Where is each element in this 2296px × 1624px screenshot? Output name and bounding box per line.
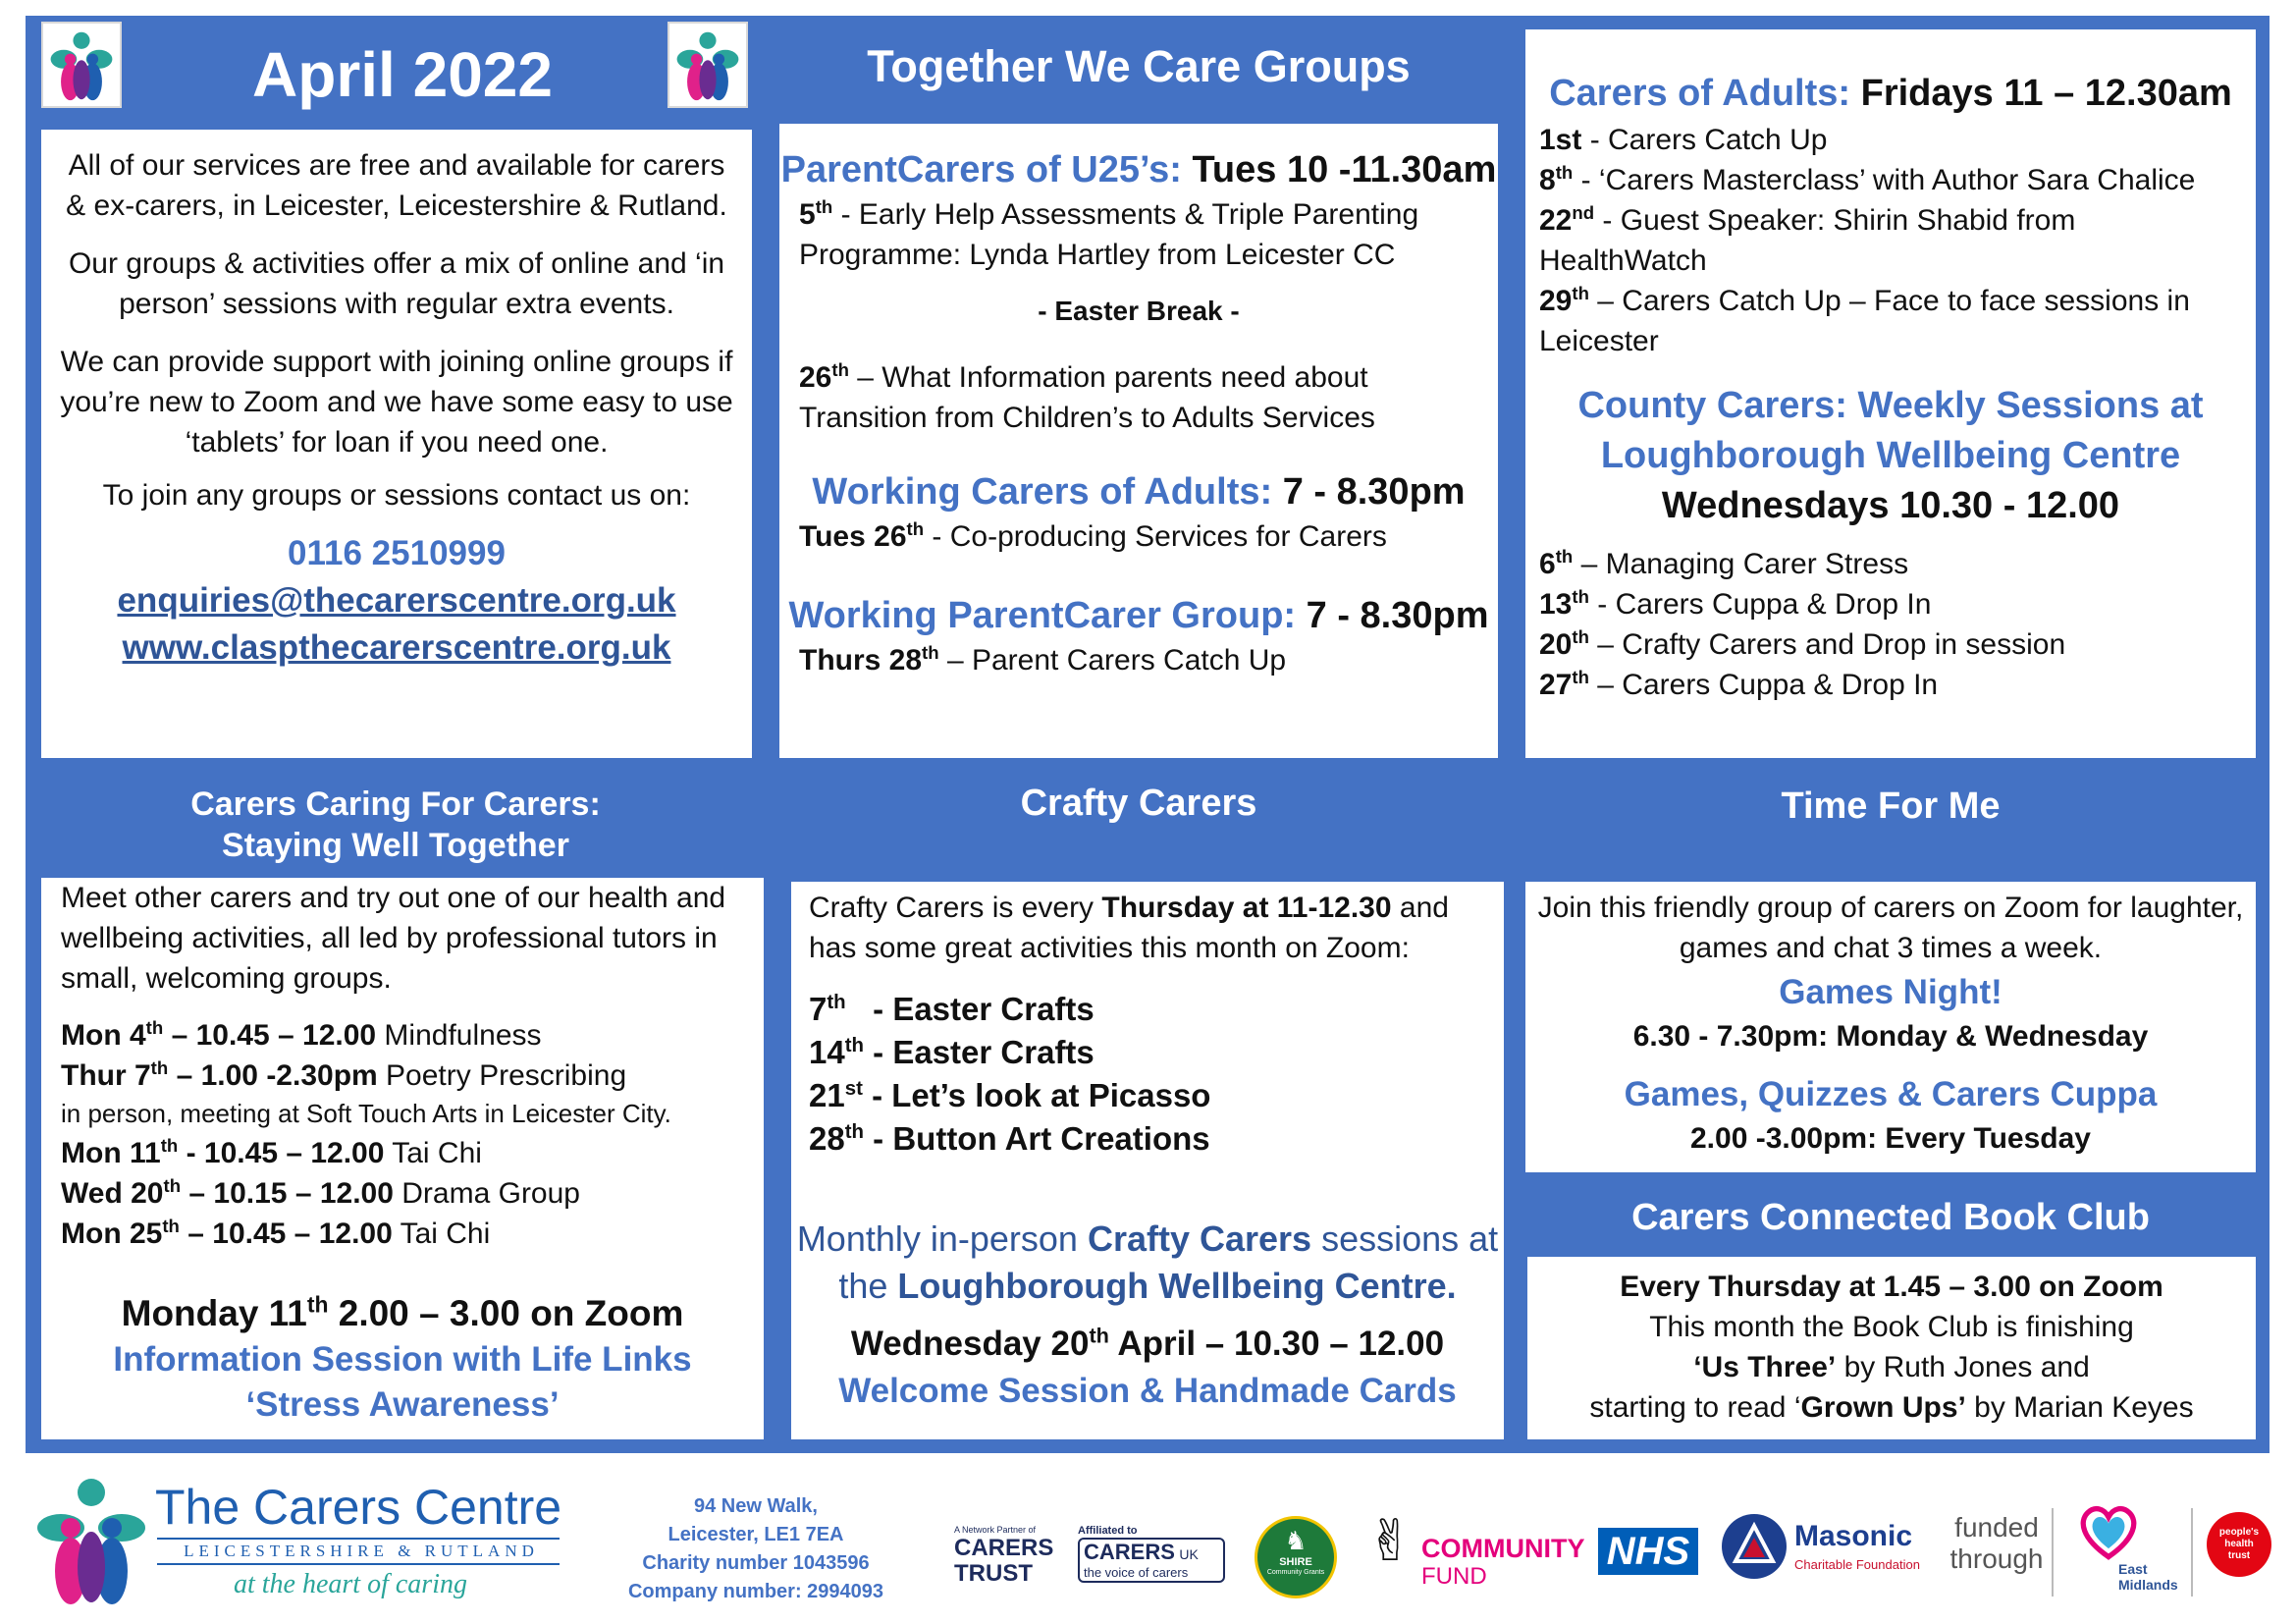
adults-item-3: 22nd - Guest Speaker: Shirin Shabid from HealthWatch	[1539, 202, 2076, 277]
adults-panel	[1525, 29, 2256, 758]
crafty-wednesday: Wednesday 20th April – 10.30 – 12.00	[850, 1323, 1445, 1363]
intro-p3: We can provide support with joining online groups if you’re new to Zoom and we have some easy to use ‘tablets’ for loan if you need one.	[60, 346, 733, 459]
working-parentcarer-heading: Working ParentCarer Group: 7 - 8.30pm	[788, 595, 1489, 636]
masonic-emblem-icon	[1720, 1512, 1789, 1581]
ccfc-intro: Meet other carers and try out one of our health and wellbeing activities, all led by professional tutors in small, welcoming groups.	[61, 882, 726, 995]
website-link[interactable]: www.claspthecarerscentre.org.uk	[122, 628, 671, 667]
working-carers-item: Tues 26th - Co-producing Services for Carers	[799, 518, 1387, 553]
peoples-health-text: people's health trust	[2218, 1527, 2260, 1561]
shire-grants-logo	[1255, 1516, 1337, 1598]
crafty-item-3: 21st - Let’s look at Picasso	[809, 1077, 1211, 1113]
company-number: Company number: 2994093	[627, 1581, 884, 1602]
carers-people-icon	[27, 1471, 155, 1610]
crossed-fingers-icon: ✌	[1366, 1509, 1415, 1573]
book-club-title: Carers Connected Book Club	[1631, 1197, 2150, 1239]
carers-uk-logo	[1078, 1524, 1225, 1593]
address-line-2: Leicester, LE1 7EA	[667, 1524, 844, 1545]
carers-trust-word-2: TRUST	[954, 1560, 1033, 1587]
ccfc-row-5: Mon 25th – 10.45 – 12.00 Tai Chi	[61, 1216, 491, 1250]
intro-p1: All of our services are free and available for carers & ex-carers, in Leicester, Leicestershire & Rutland.	[66, 149, 727, 222]
carers-uk-suffix: UK	[1179, 1546, 1199, 1562]
working-carers-heading: Working Carers of Adults: 7 - 8.30pm	[812, 471, 1466, 513]
easter-break: - Easter Break -	[1038, 296, 1240, 326]
county-carers-heading-1: County Carers: Weekly Sessions at	[1577, 385, 2204, 426]
ccfc-row-1: Mon 4th – 10.45 – 12.00 Mindfulness	[61, 1017, 542, 1052]
heart-icon	[2077, 1502, 2140, 1561]
intro-panel	[41, 130, 752, 758]
ccfc-zoom-session: Monday 11th 2.00 – 3.00 on Zoom	[121, 1291, 684, 1333]
carers-uk-caption: Affiliated to	[1078, 1525, 1138, 1537]
county-carers-heading-2: Loughborough Wellbeing Centre	[1600, 435, 2181, 476]
ccfc-info-2: ‘Stress Awareness’	[245, 1385, 560, 1424]
address-block	[589, 1492, 923, 1606]
shire-word: SHIRE	[1279, 1556, 1312, 1568]
twc-title: Together We Care Groups	[867, 40, 1411, 91]
crafty-item-1: 7th - Easter Crafts	[809, 991, 1095, 1027]
east-midlands-logo	[2061, 1502, 2178, 1600]
carers-uk-word: CARERS	[1084, 1540, 1175, 1564]
county-carers-time: Wednesdays 10.30 - 12.00	[1661, 485, 2120, 526]
carers-of-adults-heading: Carers of Adults: Fridays 11 – 12.30am	[1549, 73, 2232, 114]
crafty-item-2: 14th - Easter Crafts	[809, 1034, 1095, 1070]
tfm-panel	[1525, 882, 2256, 1172]
games-night: Games Night!	[1779, 973, 2002, 1011]
ccfc-row-2: Thur 7th – 1.00 -2.30pm Poetry Prescribing	[61, 1057, 627, 1092]
carers-logo-icon	[41, 22, 122, 108]
crafty-monthly: Monthly in-person Crafty Carers sessions at the Loughborough Wellbeing Centre.	[796, 1218, 1499, 1306]
tfm-intro: Join this friendly group of carers on Zoom for laughter, games and chat 3 times a week.	[1537, 892, 2244, 964]
intro-p4: To join any groups or sessions contact us on:	[102, 479, 691, 512]
games-quizzes: Games, Quizzes & Carers Cuppa	[1624, 1075, 2158, 1113]
crafty-panel	[791, 882, 1504, 1439]
book-club-line-1: Every Thursday at 1.45 – 3.00 on Zoom	[1620, 1271, 2163, 1303]
page-title: April 2022	[252, 39, 553, 110]
adults-item-4: 29th – Carers Catch Up – Face to face sessions in Leicester	[1539, 283, 2190, 357]
masonic-caption: Charitable Foundation	[1794, 1557, 1920, 1572]
crafty-item-4: 28th - Button Art Creations	[809, 1120, 1210, 1157]
ccfc-row-4: Wed 20th – 10.15 – 12.00 Drama Group	[61, 1175, 580, 1210]
tfm-title: Time For Me	[1781, 785, 2001, 828]
intro-p2: Our groups & activities offer a mix of online and ‘in person’ sessions with regular extra events.	[68, 247, 725, 320]
masonic-word: Masonic	[1794, 1520, 1913, 1552]
crafty-title: Crafty Carers	[1020, 783, 1257, 825]
masonic-logo	[1720, 1508, 1936, 1597]
working-parentcarer-item: Thurs 28th – Parent Carers Catch Up	[799, 642, 1287, 677]
phone-number[interactable]: 0116 2510999	[288, 534, 506, 572]
org-name: The Carers Centre	[155, 1480, 562, 1535]
crafty-welcome: Welcome Session & Handmade Cards	[838, 1372, 1457, 1410]
county-item-4: 27th – Carers Cuppa & Drop In	[1539, 667, 1939, 701]
ccfc-title-line-1: Carers Caring For Carers:	[190, 785, 601, 823]
ccfc-row-2-note: in person, meeting at Soft Touch Arts in Leicester City.	[61, 1099, 671, 1128]
ccfc-title-line-2: Staying Well Together	[222, 827, 569, 864]
midlands-word: Midlands	[2118, 1577, 2178, 1593]
adults-item-1: 1st - Carers Catch Up	[1539, 124, 1828, 156]
book-club-line-3: ‘Us Three’ by Ruth Jones and	[1693, 1351, 2090, 1383]
org-tagline: at the heart of caring	[234, 1569, 467, 1599]
county-item-3: 20th – Crafty Carers and Drop in session	[1539, 626, 2066, 661]
peoples-health-trust-logo	[2207, 1512, 2271, 1577]
address-line-1: 94 New Walk,	[694, 1495, 818, 1517]
ccfc-info-1: Information Session with Life Links	[113, 1340, 692, 1379]
games-night-time: 6.30 - 7.30pm: Monday & Wednesday	[1632, 1020, 2149, 1053]
charity-number: Charity number 1043596	[642, 1552, 870, 1574]
parentcarers-item-1: 5th - Early Help Assessments & Triple Parenting Programme: Lynda Hartley from Leicester CC	[799, 196, 1419, 271]
horse-icon: ♞	[1284, 1526, 1308, 1555]
carers-trust-word-1: CARERS	[954, 1535, 1054, 1561]
carers-trust-logo	[954, 1524, 1064, 1593]
carers-centre-logo	[27, 1471, 577, 1610]
crafty-intro: Crafty Carers is every Thursday at 11-12.30 and has some great activities this month on Zoom:	[809, 892, 1449, 964]
book-club-line-2: This month the Book Club is finishing	[1649, 1311, 2134, 1343]
ccfc-panel	[41, 878, 764, 1439]
ccfc-row-3: Mon 11th - 10.45 – 12.00 Tai Chi	[61, 1135, 482, 1169]
org-region: LEICESTERSHIRE & RUTLAND	[184, 1542, 539, 1560]
county-item-2: 13th - Carers Cuppa & Drop In	[1539, 586, 1932, 621]
email-link[interactable]: enquiries@thecarerscentre.org.uk	[117, 581, 676, 620]
community-word: COMMUNITY	[1421, 1534, 1585, 1563]
parentcarers-item-2: 26th – What Information parents need about Transition from Children’s to Adults Services	[799, 359, 1375, 434]
twc-panel	[779, 124, 1498, 758]
book-club-panel	[1527, 1257, 2256, 1439]
parentcarers-heading: ParentCarers of U25’s: Tues 10 -11.30am	[780, 149, 1497, 190]
games-quizzes-time: 2.00 -3.00pm: Every Tuesday	[1690, 1122, 2091, 1155]
carers-uk-tagline: the voice of carers	[1084, 1565, 1189, 1580]
carers-logo-icon	[667, 22, 748, 108]
carers-trust-caption: A Network Partner of	[954, 1525, 1037, 1535]
east-word: East	[2118, 1561, 2148, 1577]
shire-caption: Community Grants	[1266, 1569, 1325, 1576]
fund-word: FUND	[1421, 1563, 1487, 1590]
county-item-1: 6th – Managing Carer Stress	[1539, 546, 1909, 580]
ccfc-title	[26, 772, 766, 878]
adults-item-2: 8th - ‘Carers Masterclass’ with Author Sara Chalice	[1539, 162, 2196, 196]
book-club-line-4: starting to read ‘Grown Ups’ by Marian Keyes	[1589, 1391, 2194, 1424]
nhs-logo: NHS	[1598, 1528, 1698, 1575]
community-fund-logo	[1366, 1502, 1585, 1597]
funded-through-text: funded through	[1949, 1512, 2044, 1574]
